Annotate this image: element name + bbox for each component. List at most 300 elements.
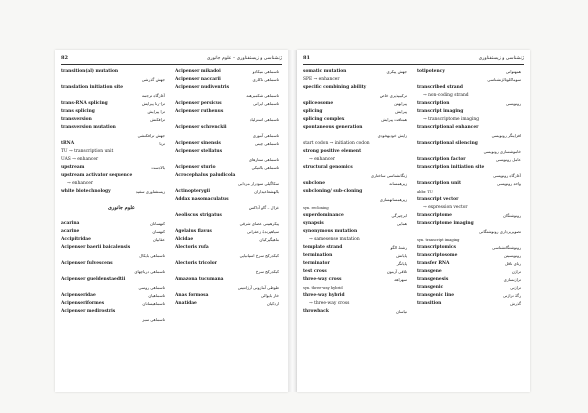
glossary-entry: [61, 92, 165, 100]
glossary-entry: [175, 276, 279, 284]
glossary-entry: [175, 140, 279, 148]
glossary-entry: [175, 188, 279, 196]
glossary-entry: [303, 188, 407, 196]
glossary-entry: [417, 212, 521, 220]
glossary-entry: [417, 196, 521, 204]
glossary-entry: [61, 220, 165, 228]
entry-term: transcription: [417, 101, 450, 106]
entry-term: transgenic: [417, 285, 444, 290]
glossary-entry: [303, 228, 407, 236]
entry-term: transition: [417, 301, 442, 306]
section-heading: علوم جانوری: [108, 205, 135, 211]
glossary-entry: [417, 124, 521, 132]
entry-term: abbr. TU: [417, 190, 433, 194]
entry-term: terminator: [303, 261, 330, 266]
entry-term: splicing: [303, 109, 323, 114]
glossary-entry: [303, 276, 407, 284]
entry-term: transcription initiation site: [417, 165, 485, 170]
entry-term: specific combining ability: [303, 85, 367, 90]
entry-term: UAS → enhancer: [61, 157, 99, 162]
entry-translation: تراژنسازی: [503, 277, 521, 282]
glossary-entry: [417, 244, 521, 252]
glossary-entry: [61, 292, 165, 300]
glossary-entry: [61, 260, 165, 268]
entry-translation: ژنگانشناسی ساختاری: [370, 173, 407, 178]
glossary-entry: [303, 132, 407, 140]
glossary-entry: [61, 84, 165, 92]
right-page-number: 81: [303, 55, 310, 61]
entry-term: Acipenser ruthenus: [175, 109, 224, 114]
entry-term: transversion mutation: [61, 125, 116, 130]
entry-term: Acipenser medirostris: [61, 309, 116, 314]
entry-term: → transcriptome imaging: [423, 117, 480, 122]
entry-translation: تاسماهی روسی: [138, 285, 165, 290]
left-column-2: [175, 68, 279, 308]
entry-term: throwback: [303, 309, 329, 314]
entry-term: transgenesis: [417, 277, 449, 282]
glossary-entry: [417, 148, 521, 156]
glossary-entry: [61, 108, 165, 116]
entry-translation: تاسماهی آموری: [252, 133, 279, 138]
entry-translation: تصویربرداری رونوشتگانی: [479, 229, 521, 234]
entry-term: Acipenseridae: [61, 293, 96, 298]
entry-term: transcription factor: [417, 157, 466, 162]
glossary-entry: [417, 204, 521, 212]
entry-translation: ترکیبپذیری خاص: [379, 93, 407, 98]
entry-translation: تراژن: [511, 269, 521, 274]
entry-translation: کنهسانان: [149, 221, 165, 226]
glossary-entry: [175, 156, 279, 164]
entry-term: Acipenser gueldenstaedtii: [61, 277, 126, 282]
glossary-entry: [61, 212, 165, 220]
entry-term: Acipenser baerii baicalensis: [61, 245, 131, 250]
entry-term: acarine: [61, 229, 80, 234]
glossary-entry: [175, 220, 279, 228]
left-page-header: [61, 54, 282, 63]
glossary-entry: [61, 164, 165, 172]
glossary-entry: [175, 284, 279, 292]
entry-translation: تاسماهیسانان: [142, 301, 165, 306]
glossary-entry: [417, 220, 521, 228]
glossary-entry: [417, 68, 521, 76]
glossary-entry: [175, 116, 279, 124]
glossary-entry: [175, 244, 279, 252]
glossary-entry: [61, 180, 165, 188]
glossary-entry: [417, 228, 521, 236]
entry-term: start codon → initiation codon: [303, 141, 370, 146]
entry-term: Acipenser stellatus: [175, 149, 223, 154]
entry-translation: ماهیگیرکیان: [259, 237, 279, 242]
glossary-entry: [417, 292, 521, 300]
right-column-2: [417, 68, 521, 308]
entry-term: transcriptional enhancer: [417, 125, 479, 130]
glossary-entry: [175, 180, 279, 188]
entry-translation: جهش گذرشی: [141, 77, 165, 82]
glossary-entry: [61, 236, 165, 244]
entry-term: spontaneous generation: [303, 125, 363, 130]
entry-translation: طوطی آمازونی آرژانتینی: [237, 285, 279, 290]
glossary-entry: [175, 148, 279, 156]
glossary-entry: [417, 140, 521, 148]
entry-term: spliceosome: [303, 101, 334, 106]
glossary-entry: [61, 124, 165, 132]
glossary-entry: [417, 108, 521, 116]
glossary-entry: [417, 116, 521, 124]
glossary-entry: [417, 236, 521, 244]
glossary-entry: [175, 76, 279, 84]
entry-translation: تاسماهی چینی: [254, 141, 279, 146]
entry-term: → samesense mutation: [309, 237, 360, 242]
glossary-entry: [303, 116, 407, 124]
entry-translation: تراژنی: [510, 285, 521, 290]
glossary-entry: [303, 220, 407, 228]
left-page: [55, 50, 288, 392]
glossary-entry: [175, 260, 279, 268]
entry-term: strong positive element: [303, 149, 362, 154]
glossary-entry: [303, 68, 407, 76]
glossary-entry: [61, 300, 165, 308]
entry-term: transcriptomics: [417, 245, 456, 250]
glossary-entry: [417, 268, 521, 276]
entry-translation: بالهشعاعیداران: [254, 189, 279, 194]
entry-term: Alcidae: [175, 237, 194, 242]
entry-translation: گذرش: [510, 301, 521, 306]
entry-translation: عقابیان: [152, 237, 165, 242]
entry-term: transcriptosome: [417, 253, 458, 258]
entry-term: syn. transcript imaging: [417, 238, 460, 242]
glossary-entry: [61, 276, 165, 284]
entry-translation: تاسماهی بالتیکی: [251, 165, 279, 170]
entry-translation: تاسماهی سبز: [142, 317, 165, 322]
entry-translation: تلاقی آزمون: [386, 269, 407, 274]
entry-translation: تاسماهی میکادو: [252, 69, 279, 74]
glossary-entry: [303, 284, 407, 292]
entry-translation: زیستفناوری سفید: [135, 189, 165, 194]
glossary-entry: [303, 76, 407, 84]
entry-translation: واحد رونویسی: [497, 181, 521, 186]
entry-term: Acipenseriformes: [61, 301, 105, 306]
entry-translation: همایی: [396, 221, 407, 226]
entry-term: syn. recloning: [303, 206, 329, 210]
glossary-entry: [303, 308, 407, 316]
entry-translation: تاسماهی دریاچهای: [134, 269, 165, 274]
glossary-entry: [303, 92, 407, 100]
glossary-entry: [303, 172, 407, 180]
entry-term: test cross: [303, 269, 327, 274]
glossary-entry: [303, 244, 407, 252]
glossary-entry: [61, 204, 165, 212]
entry-translation: رونویسیتن: [503, 253, 521, 258]
entry-term: transcriptional silencing: [417, 141, 478, 146]
entry-term: Actinopterygii: [175, 189, 211, 194]
entry-translation: آغازگاه ترجمه: [141, 93, 165, 98]
entry-translation: ترا-رنا پیرایش: [141, 101, 165, 106]
entry-translation: رونوشتگانشناسی: [492, 245, 521, 250]
glossary-entry: [417, 300, 521, 308]
entry-translation: زایش خودبهخودی: [377, 133, 407, 138]
glossary-entry: [175, 196, 279, 204]
entry-translation: تاسماهی استرلیاد: [249, 117, 279, 122]
entry-term: Agelaius flavus: [175, 229, 212, 234]
glossary-entry: [417, 188, 521, 196]
entry-translation: سکاگیلی سودرار مردابی: [238, 181, 279, 186]
glossary-entry: [175, 124, 279, 132]
entry-term: totipotency: [417, 69, 445, 74]
entry-term: Acipenser naccarii: [175, 77, 221, 82]
entry-translation: خار بایوالی: [260, 293, 279, 298]
entry-term: Acipenser mikadoi: [175, 69, 221, 74]
entry-term: Anatidae: [175, 301, 197, 306]
glossary-entry: [175, 300, 279, 308]
entry-translation: تاسماهی شکمبرهنه: [246, 93, 279, 98]
glossary-entry: [417, 156, 521, 164]
entry-term: white biotechnology: [61, 189, 111, 194]
entry-term: transfer RNA: [417, 261, 450, 266]
entry-term: → enhancer: [67, 181, 93, 186]
glossary-entry: [61, 156, 165, 164]
entry-term: → non-coding strand: [423, 93, 469, 98]
entry-term: transcriptome imaging: [417, 221, 474, 226]
glossary-entry: [61, 100, 165, 108]
entry-term: splicing complex: [303, 117, 345, 122]
glossary-entry: [175, 84, 279, 92]
glossary-entry: [303, 212, 407, 220]
entry-translation: نیاسان: [395, 309, 407, 314]
entry-translation: همهتوانی: [505, 69, 521, 74]
entry-term: Accipitridae: [61, 237, 91, 242]
entry-translation: تاسماهی ایرانی: [253, 101, 279, 106]
entry-term: acarina: [61, 221, 80, 226]
left-page-running-head: ژنشناسی و زیستفناوری – علوم جانوری: [206, 56, 282, 61]
entry-term: Anas formosa: [175, 293, 209, 298]
glossary-entry: [417, 260, 521, 268]
entry-term: transcription unit: [417, 181, 462, 186]
right-column-1: [303, 68, 407, 316]
glossary-entry: [417, 172, 521, 180]
entry-term: Alectoris tricolor: [175, 261, 218, 266]
entry-translation: آغازگاه رونویسی: [493, 173, 521, 178]
entry-term: synapsis: [303, 221, 324, 226]
glossary-entry: [303, 236, 407, 244]
entry-term: subcloning/ sub-cloning: [303, 189, 363, 194]
glossary-entry: [61, 196, 165, 204]
entry-term: Acipenser persicus: [175, 101, 222, 106]
entry-term: Alectoris rufa: [175, 245, 209, 250]
entry-translation: بالادست: [151, 165, 165, 170]
entry-translation: ترنا: [159, 141, 165, 146]
glossary-entry: [303, 108, 407, 116]
entry-term: TU → transcription unit: [61, 149, 114, 154]
entry-translation: تاسماهی ناکاری: [252, 77, 279, 82]
entry-term: transition(al) mutation: [61, 69, 119, 74]
entry-translation: کبکدرکج سرخ اسپانیایی: [239, 253, 279, 258]
glossary-entry: [303, 84, 407, 92]
glossary-entry: [61, 284, 165, 292]
entry-translation: جهش ترافکنشی: [137, 133, 165, 138]
glossary-entry: [175, 164, 279, 172]
glossary-entry: [175, 268, 279, 276]
glossary-entry: [303, 300, 407, 308]
glossary-entry: [303, 204, 407, 212]
entry-translation: رشتهٔ الگو: [390, 245, 407, 250]
entry-translation: ترا پیرایش: [147, 109, 165, 114]
entry-term: structural genomics: [303, 165, 353, 170]
glossary-entry: [61, 140, 165, 148]
entry-term: tRNA: [61, 141, 75, 146]
glossary-entry: [303, 140, 407, 148]
entry-term: syn. three-way hybrid: [303, 286, 343, 290]
glossary-entry: [61, 252, 165, 260]
entry-translation: پیرایش: [395, 109, 407, 114]
glossary-entry: [417, 100, 521, 108]
entry-term: Acipenser schrenckii: [175, 125, 227, 130]
glossary-entry: [417, 92, 521, 100]
glossary-entry: [417, 276, 521, 284]
glossary-entry: [61, 68, 165, 76]
entry-term: transgenic line: [417, 293, 455, 298]
entry-translation: خاموشسازی رونویسی: [483, 149, 521, 154]
right-page: [297, 50, 530, 392]
entry-translation: پیکرهبینی عصای شرقی: [239, 221, 279, 226]
glossary-entry: [175, 172, 279, 180]
entry-term: three-way hybrid: [303, 293, 345, 298]
entry-translation: زیرهمسانه: [389, 181, 407, 186]
glossary-entry: [175, 92, 279, 100]
glossary-entry: [61, 244, 165, 252]
entry-translation: سهراهه: [394, 277, 407, 282]
glossary-entry: [61, 308, 165, 316]
left-page-number: 82: [61, 55, 68, 61]
entry-term: transcript vector: [417, 197, 459, 202]
glossary-entry: [61, 116, 165, 124]
glossary-entry: [61, 76, 165, 84]
glossary-entry: [303, 196, 407, 204]
entry-term: Addax nasomaculatus: [175, 197, 229, 202]
entry-term: trans-RNA splicing: [61, 101, 108, 106]
entry-term: Acipenser fulvescens: [61, 261, 113, 266]
right-header-rule: [303, 64, 524, 65]
entry-term: Aeoliscus strigatus: [175, 213, 222, 218]
entry-term: three-way cross: [303, 277, 342, 282]
entry-term: Acipenser sturio: [175, 165, 216, 170]
glossary-entry: [61, 148, 165, 156]
entry-term: subclone: [303, 181, 325, 186]
entry-translation: تاسماهی بایکال: [139, 253, 165, 258]
glossary-entry: [303, 124, 407, 132]
entry-translation: جهش پیکری: [386, 69, 407, 74]
entry-translation: کنهسان: [152, 229, 165, 234]
entry-translation: پایانش: [396, 253, 407, 258]
glossary-entry: [303, 148, 407, 156]
entry-term: Acrocephalus paludicola: [175, 173, 236, 178]
glossary-entry: [175, 252, 279, 260]
entry-translation: رنای ناقل: [505, 261, 521, 266]
entry-translation: تاسماهیان: [148, 293, 165, 298]
entry-translation: ابرچیرگی: [391, 213, 407, 218]
entry-translation: عامل رونویسی: [495, 157, 521, 162]
left-header-rule: [61, 64, 282, 65]
glossary-entry: [303, 156, 407, 164]
entry-term: upstream activator sequence: [61, 173, 133, 178]
glossary-entry: [61, 316, 165, 324]
entry-translation: سیاهپرندهٔ زعفرانی: [247, 229, 279, 234]
entry-translation: پایانگر: [396, 261, 407, 266]
glossary-entry: [175, 236, 279, 244]
glossary-entry: [175, 212, 279, 220]
entry-term: termination: [303, 253, 333, 258]
glossary-entry: [417, 84, 521, 92]
glossary-entry: [175, 292, 279, 300]
glossary-entry: [417, 132, 521, 140]
entry-translation: ترافکنش: [150, 117, 165, 122]
glossary-entry: [61, 132, 165, 140]
entry-translation: سوماکلونالژنشناسی: [487, 77, 521, 82]
glossary-entry: [175, 108, 279, 116]
entry-term: → three-way cross: [309, 301, 350, 306]
entry-term: transversion: [61, 117, 92, 122]
glossary-entry: [61, 268, 165, 276]
entry-term: Acipenser nudiventris: [175, 85, 230, 90]
entry-term: SPE → enhancer: [303, 77, 340, 82]
glossary-entry: [303, 292, 407, 300]
entry-term: → enhancer: [309, 157, 335, 162]
glossary-entry: [175, 132, 279, 140]
book-gutter: [288, 50, 297, 392]
entry-translation: پیرایهتن: [394, 101, 407, 106]
entry-term: transcribed strand: [417, 85, 463, 90]
entry-term: trans splicing: [61, 109, 95, 114]
left-column-1: [61, 68, 165, 324]
entry-translation: رگهٔ تراژنی: [502, 293, 521, 298]
right-page-running-head: ژنشناسی و زیستفناوری: [478, 56, 524, 61]
glossary-entry: [417, 252, 521, 260]
entry-translation: رونوشتگان: [503, 213, 521, 218]
entry-term: synonymous mutation: [303, 229, 358, 234]
entry-translation: افزاینگر رونویسی: [491, 133, 521, 138]
glossary-entry: [303, 252, 407, 260]
entry-term: translation initiation site: [61, 85, 124, 90]
glossary-entry: [175, 204, 279, 212]
entry-term: transcriptome: [417, 213, 452, 218]
glossary-entry: [175, 228, 279, 236]
glossary-entry: [175, 100, 279, 108]
entry-translation: زیرهمسانهسازی: [379, 197, 407, 202]
entry-term: transcript imaging: [417, 109, 464, 114]
right-page-header: [303, 54, 524, 63]
entry-term: Amazona tucumana: [175, 277, 224, 282]
entry-translation: همتافت پیرایش: [381, 117, 407, 122]
entry-term: transgene: [417, 269, 442, 274]
entry-term: somatic mutation: [303, 69, 347, 74]
glossary-entry: [417, 284, 521, 292]
entry-translation: غزال – گاو آداکس: [248, 205, 279, 210]
glossary-entry: [303, 268, 407, 276]
glossary-entry: [303, 164, 407, 172]
entry-term: Acipenser sinensis: [175, 141, 221, 146]
entry-translation: کبکدرکج سرخ: [255, 269, 279, 274]
glossary-entry: [303, 260, 407, 268]
entry-translation: رونویسی: [505, 101, 521, 106]
glossary-entry: [417, 180, 521, 188]
entry-translation: تاسماهی ستارهای: [248, 157, 279, 162]
glossary-entry: [61, 188, 165, 196]
entry-translation: اردکیان: [266, 301, 279, 306]
glossary-entry: [61, 172, 165, 180]
glossary-entry: [61, 228, 165, 236]
entry-term: template strand: [303, 245, 343, 250]
glossary-entry: [175, 68, 279, 76]
entry-term: superdominance: [303, 213, 344, 218]
